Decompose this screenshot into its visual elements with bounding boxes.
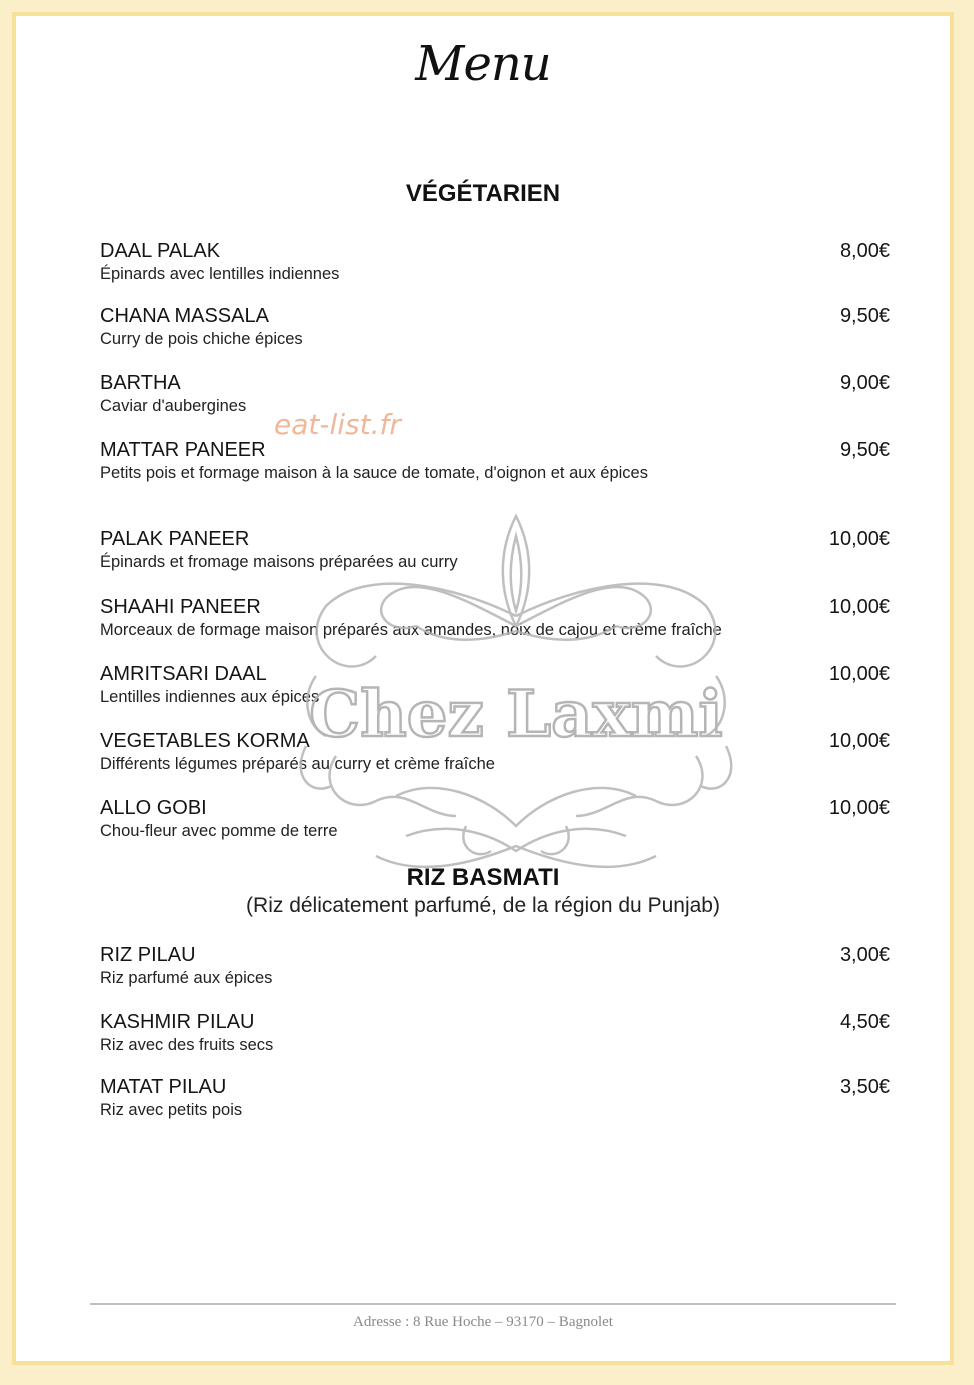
menu-page — [12, 12, 954, 1365]
item-price: 10,00€ — [828, 730, 890, 752]
item-name: KASHMIR PILAU — [100, 1011, 255, 1033]
menu-item — [100, 305, 890, 351]
item-name: RIZ PILAU — [100, 944, 196, 966]
menu-item — [100, 372, 890, 418]
item-price: 8,00€ — [839, 240, 890, 262]
item-price: 10,00€ — [828, 596, 890, 618]
item-name: AMRITSARI DAAL — [100, 663, 267, 685]
item-name: PALAK PANEER — [100, 528, 250, 550]
item-description: Curry de pois chiche épices — [100, 330, 303, 348]
item-description: Morceaux de formage maison préparés aux amandes, noix de cajou et crème fraîche — [100, 621, 722, 639]
menu-item — [100, 663, 890, 709]
item-price: 10,00€ — [828, 797, 890, 819]
item-name: MATAT PILAU — [100, 1076, 227, 1098]
section-subtitle: (Riz délicatement parfumé, de la région du Punjab) — [246, 894, 720, 917]
item-description: Riz avec des fruits secs — [100, 1036, 274, 1054]
section-title-vegetarien: VÉGÉTARIEN — [405, 180, 561, 207]
item-name: SHAAHI PANEER — [100, 596, 261, 618]
site-watermark: eat-list.fr — [274, 408, 401, 441]
item-price: 10,00€ — [828, 663, 890, 685]
menu-item — [100, 1011, 890, 1057]
item-price: 10,00€ — [828, 528, 890, 550]
item-description: Riz parfumé aux épices — [100, 969, 273, 987]
item-description: Caviar d'aubergines — [100, 397, 247, 415]
menu-item — [100, 797, 890, 843]
menu-item — [100, 596, 890, 642]
item-description: Petits pois et formage maison à la sauce de tomate, d'oignon et aux épices — [100, 464, 648, 482]
item-price: 9,00€ — [839, 372, 890, 394]
item-name: CHANA MASSALA — [100, 305, 269, 327]
menu-item — [100, 439, 890, 485]
footer-address: Adresse : 8 Rue Hoche – 93170 – Bagnolet — [353, 1314, 613, 1330]
menu-item — [100, 240, 890, 286]
item-price: 9,50€ — [839, 305, 890, 327]
item-description: Riz avec petits pois — [100, 1101, 243, 1119]
item-name: VEGETABLES KORMA — [100, 730, 310, 752]
item-price: 3,00€ — [839, 944, 890, 966]
item-name: BARTHA — [100, 372, 181, 394]
item-name: DAAL PALAK — [100, 240, 221, 262]
item-description: Lentilles indiennes aux épices — [100, 688, 320, 706]
item-description: Épinards et fromage maisons préparées au curry — [100, 553, 458, 571]
item-description: Différents légumes préparés au curry et crème fraîche — [100, 755, 495, 773]
item-description: Épinards avec lentilles indiennes — [100, 265, 340, 283]
logo-text: Chez Laxmi — [309, 677, 723, 752]
item-description: Chou-fleur avec pomme de terre — [100, 822, 338, 840]
item-price: 4,50€ — [839, 1011, 890, 1033]
item-name: ALLO GOBI — [100, 797, 207, 819]
menu-item — [100, 1076, 890, 1122]
menu-item — [100, 944, 890, 990]
footer-divider — [90, 1303, 896, 1305]
menu-item — [100, 730, 890, 776]
item-price: 3,50€ — [839, 1076, 890, 1098]
page-title: Menu — [415, 36, 551, 92]
section-title-riz-basmati: RIZ BASMATI — [406, 864, 560, 891]
item-price: 9,50€ — [839, 439, 890, 461]
item-name: MATTAR PANEER — [100, 439, 266, 461]
menu-item — [100, 528, 890, 574]
